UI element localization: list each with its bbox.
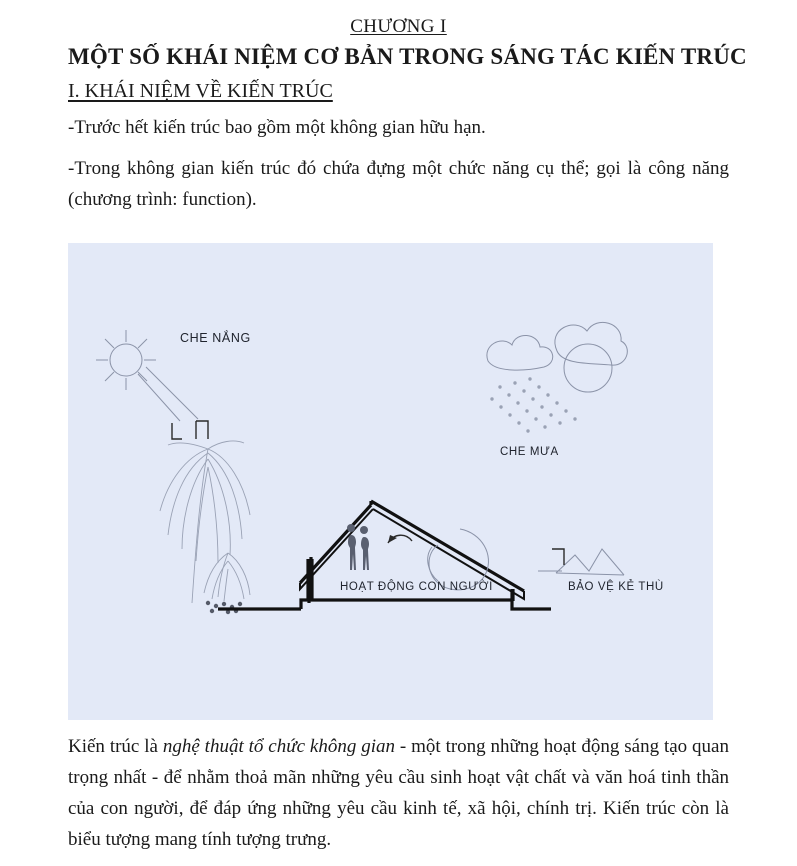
mountain-icon: [538, 549, 624, 575]
label-hoat-dong-con-nguoi: HOẠT ĐỘNG CON NGƯỜI: [340, 581, 493, 594]
label-che-mua: CHE MƯA: [500, 446, 559, 459]
label-bao-ve-ke-thu: BẢO VỆ KẺ THÙ: [568, 581, 664, 594]
tree-icon: [160, 441, 250, 603]
rain-icon: [490, 378, 576, 433]
paragraph-2: -Trong không gian kiến trúc đó chứa đựng một chức năng cụ thể; gọi là công năng (chương trình: function).: [68, 157, 729, 210]
closing-paragraph: [68, 732, 729, 855]
label-che-nang: CHE NẮNG: [180, 331, 251, 346]
figure-architecture-diagram: [68, 243, 713, 720]
sun-icon: [96, 330, 156, 390]
closing-lead: Kiến trúc là: [68, 736, 163, 758]
section-heading: [68, 80, 729, 103]
closing-italic: nghệ thuật tổ chức không gian: [162, 736, 396, 758]
chapter-label-text: CHƯƠNG I: [350, 16, 447, 37]
chapter-label: [68, 16, 729, 38]
sun-shade-bracket-icon: [172, 421, 208, 439]
people-icon: [347, 524, 369, 570]
sun-rays: [138, 367, 198, 421]
page-title: MỘT SỐ KHÁI NIỆM CƠ BẢN TRONG SÁNG TÁC KIẾN TRÚC: [68, 44, 747, 69]
cloud-icon: [487, 323, 627, 393]
paragraph-1: -Trước hết kiến trúc bao gồm một không gian hữu hạn.: [68, 117, 486, 138]
section-heading-text: I. KHÁI NIỆM VỀ KIẾN TRÚC: [68, 80, 333, 102]
shrub-icon: [204, 553, 250, 614]
closing-rest: - một trong những hoạt động sáng tạo quan trọng nhất - để nhằm thoả mãn những yêu cầu sinh hoạt vật chất và văn hoá tinh thần của con người, để đáp ứng những yêu cầu kinh tế, xã hội, chính trị. Kiến trúc còn là biểu tượng mang tính tượng trưng.: [68, 736, 729, 850]
